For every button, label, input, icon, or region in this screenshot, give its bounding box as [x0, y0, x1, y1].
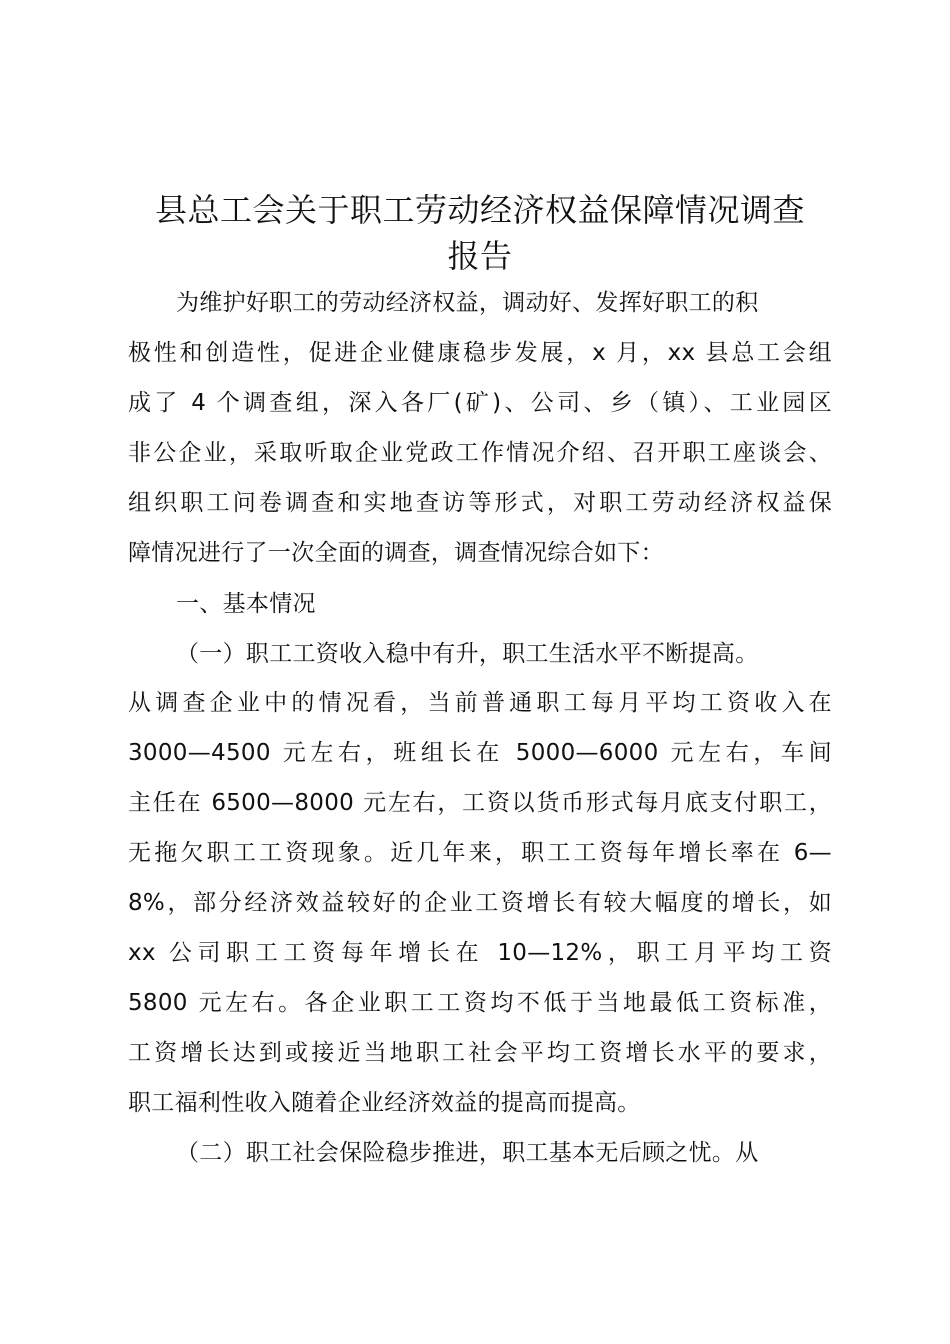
- section-heading: 一、基本情况: [176, 591, 316, 617]
- body-line: 障情况进行了一次全面的调查，调查情况综合如下：: [128, 540, 664, 566]
- body-line: 8%，部分经济效益较好的企业工资增长有较大幅度的增长，如: [128, 890, 832, 916]
- subsection-heading: （一）职工工资收入稳中有升，职工生活水平不断提高。: [176, 641, 759, 667]
- body-line: 5800 元左右。各企业职工工资均不低于当地最低工资标准，: [128, 990, 832, 1016]
- body-line: 3000—4500 元左右，班组长在 5000—6000 元左右，车间: [128, 740, 832, 766]
- document-title-line-2: 报告: [447, 237, 513, 275]
- subsection-heading: （二）职工社会保险稳步推进，职工基本无后顾之忧。从: [176, 1140, 759, 1166]
- body-line: 职工福利性收入随着企业经济效益的提高而提高。: [128, 1090, 641, 1116]
- body-line: 从调查企业中的情况看，当前普通职工每月平均工资收入在: [128, 690, 832, 716]
- body-line: 工资增长达到或接近当地职工社会平均工资增长水平的要求，: [128, 1040, 832, 1066]
- body-line: 无拖欠职工工资现象。近几年来，职工工资每年增长率在 6—: [128, 840, 832, 866]
- body-line: 成了 4 个调查组，深入各厂(矿)、公司、乡（镇）、工业园区: [128, 390, 832, 416]
- body-line: 主任在 6500—8000 元左右，工资以货币形式每月底支付职工，: [128, 790, 832, 816]
- body-line: xx 公司职工工资每年增长在 10—12%，职工月平均工资: [128, 940, 832, 966]
- body-line: 组织职工问卷调查和实地查访等形式，对职工劳动经济权益保: [128, 490, 832, 516]
- body-line: 非公企业，采取听取企业党政工作情况介绍、召开职工座谈会、: [128, 440, 832, 466]
- body-line: 为维护好职工的劳动经济权益，调动好、发挥好职工的积: [176, 290, 759, 316]
- body-line: 极性和创造性，促进企业健康稳步发展，x 月，xx 县总工会组: [128, 340, 832, 366]
- document-title-line-1: 县总工会关于职工劳动经济权益保障情况调查: [154, 191, 805, 229]
